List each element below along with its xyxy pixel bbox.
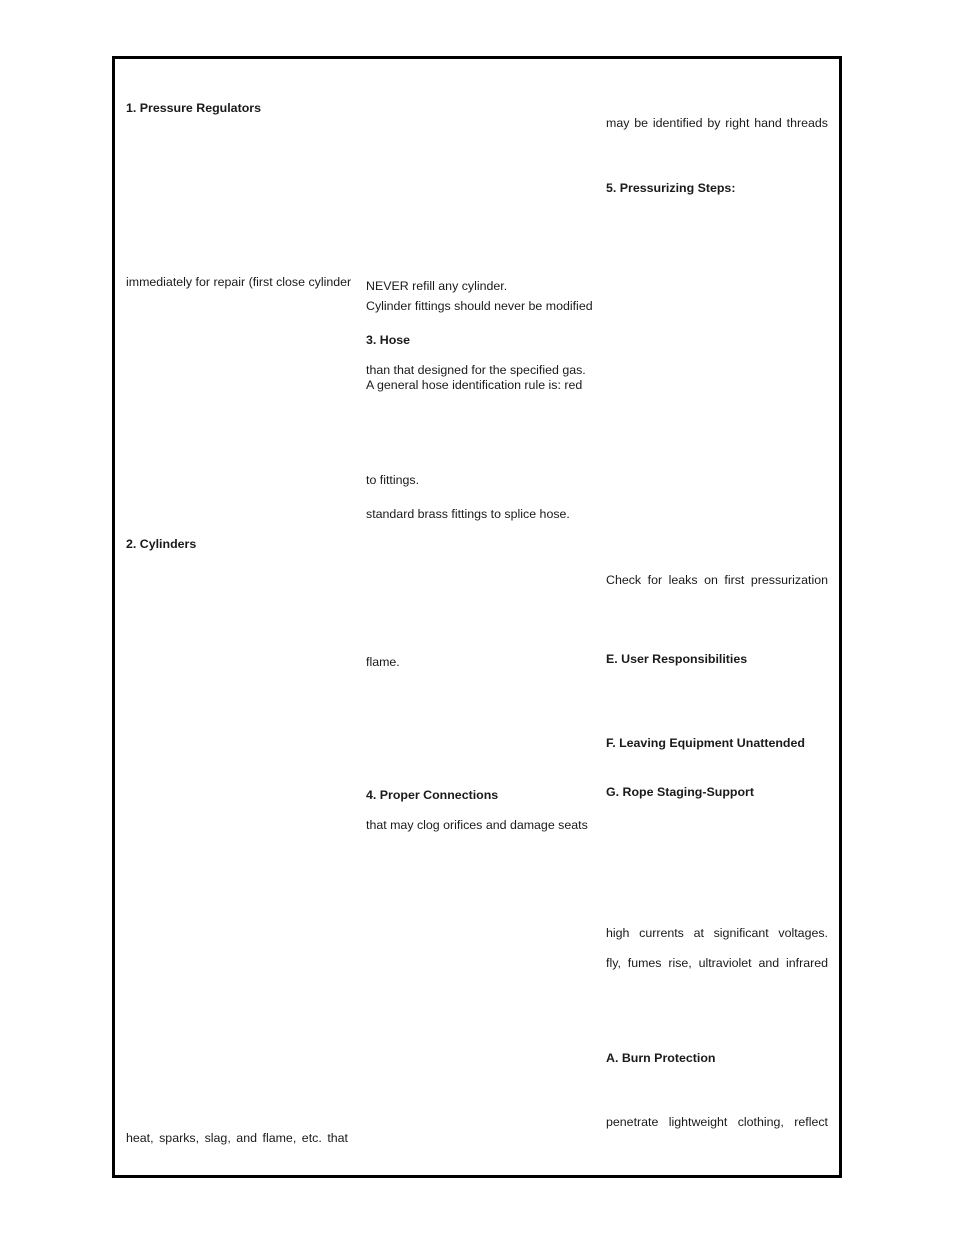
heading-rope-staging: G. Rope Staging-Support	[606, 785, 754, 799]
heading-pressure-regulators: 1. Pressure Regulators	[126, 101, 261, 115]
heading-proper-connections: 4. Proper Connections	[366, 788, 499, 802]
text-line-high-currents: high currents at significant voltages.	[606, 926, 828, 940]
heading-leaving-equipment: F. Leaving Equipment Unattended	[606, 736, 805, 750]
heading-burn-protection: A. Burn Protection	[606, 1051, 716, 1065]
heading-hose: 3. Hose	[366, 333, 411, 347]
text-line-to-fittings: to fittings.	[366, 473, 420, 487]
text-line-penetrate: penetrate lightweight clothing, reflect	[606, 1115, 828, 1129]
text-line-identification: A general hose identification rule is: red	[366, 378, 583, 392]
text-line-fumes: fly, fumes rise, ultraviolet and infrared	[606, 956, 828, 970]
text-line-leaks: Check for leaks on first pressurization	[606, 573, 828, 587]
text-line-never-refill: NEVER refill any cylinder.	[366, 279, 508, 293]
text-line-splice: standard brass fittings to splice hose.	[366, 507, 570, 521]
text-line-designed: than that designed for the specified gas.	[366, 363, 586, 377]
text-line-repair: immediately for repair (first close cylinder	[126, 275, 352, 289]
text-line-clog: that may clog orifices and damage seats	[366, 818, 588, 832]
text-line-heat: heat, sparks, slag, and flame, etc. that	[126, 1131, 348, 1145]
text-line-right-hand: may be identified by right hand threads	[606, 116, 828, 130]
text-line-flame: flame.	[366, 655, 400, 669]
heading-pressurizing-steps: 5. Pressurizing Steps:	[606, 181, 736, 195]
text-line-fittings-modified: Cylinder fittings should never be modified	[366, 299, 593, 313]
heading-cylinders: 2. Cylinders	[126, 537, 197, 551]
heading-user-responsibilities: E. User Responsibilities	[606, 652, 748, 666]
page-border	[112, 56, 842, 1178]
